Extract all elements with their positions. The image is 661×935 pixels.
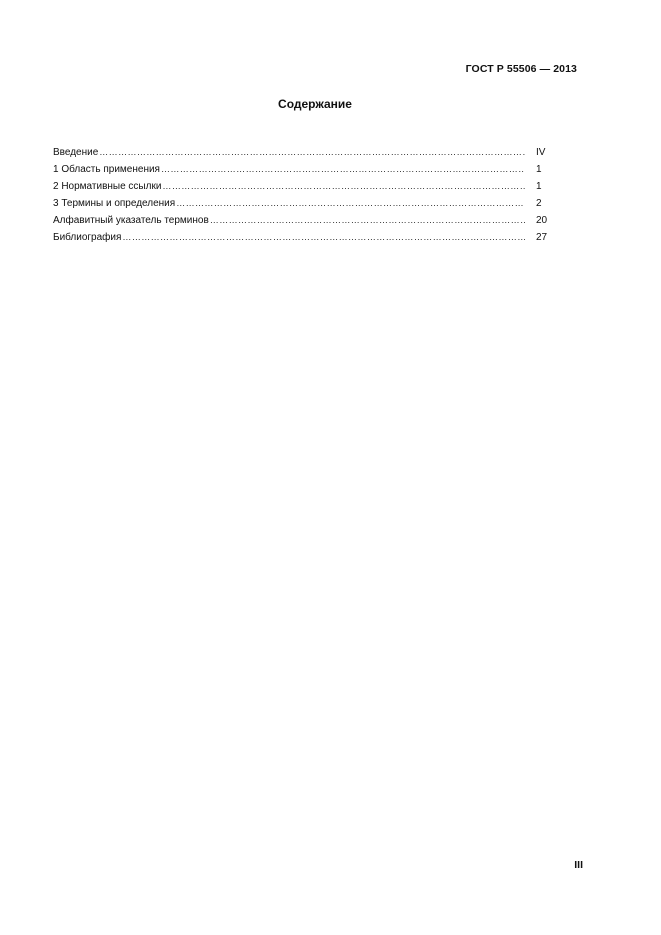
toc-entry-alphabetical-index <box>53 212 561 229</box>
toc-dot-leader <box>210 212 525 229</box>
toc-entry-introduction <box>53 144 561 161</box>
toc-entry-bibliography <box>53 229 561 246</box>
toc-entry-page: 27 <box>536 232 548 243</box>
toc-entry-label: 2 Нормативные ссылки <box>53 181 162 192</box>
toc-title: Содержание <box>278 97 352 111</box>
toc-dot-leader <box>122 229 525 246</box>
toc-entry-page: IV <box>536 147 546 158</box>
toc-entry-label: Алфавитный указатель терминов <box>53 215 209 226</box>
toc-dot-leader <box>161 161 525 178</box>
toc-entry-terms-definitions <box>53 195 561 212</box>
toc-dot-leader <box>176 195 525 212</box>
toc-entry-scope <box>53 161 561 178</box>
toc-entry-label: 1 Область применения <box>53 164 160 175</box>
table-of-contents <box>53 144 561 246</box>
toc-dot-leader <box>99 144 525 161</box>
toc-dot-leader <box>162 178 525 195</box>
toc-entry-page: 1 <box>536 181 542 192</box>
toc-entry-normative-references <box>53 178 561 195</box>
toc-entry-page: 1 <box>536 164 542 175</box>
toc-entry-page: 2 <box>536 198 542 209</box>
standard-code-header: ГОСТ Р 55506 — 2013 <box>465 63 577 75</box>
toc-entry-label: Введение <box>53 147 99 158</box>
toc-entry-page: 20 <box>536 215 548 226</box>
page-number: III <box>574 859 583 871</box>
toc-entry-label: Библиография <box>53 232 122 243</box>
toc-entry-label: 3 Термины и определения <box>53 198 176 209</box>
